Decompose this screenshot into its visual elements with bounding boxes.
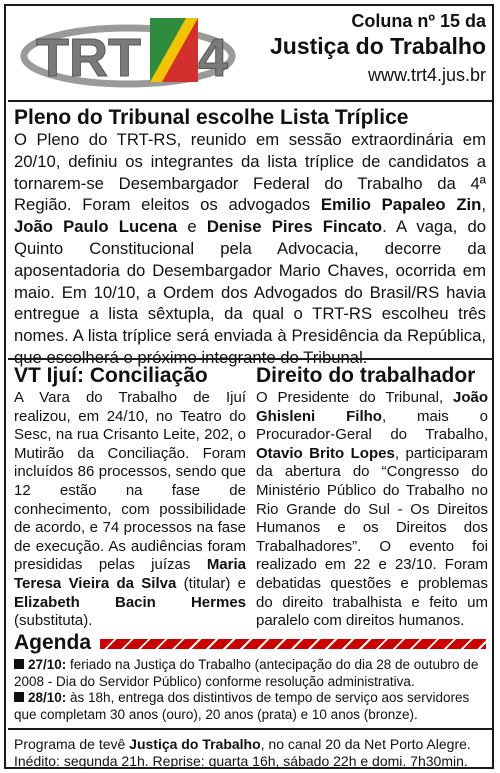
agenda-header [8, 630, 492, 656]
agenda-item: 27/10: feriado na Justiça do Trabalho (antecipação do dia 28 de outubro de 2008 - Dia do Servidor Público) conforme resolução administrativa. [14, 657, 479, 689]
right-headline: Direito do trabalhador [256, 364, 476, 387]
footer-divider [8, 728, 492, 730]
header-divider [8, 100, 492, 102]
rs-flag-icon [150, 18, 198, 82]
left-headline: VT Ijuí: Conciliação [14, 364, 208, 387]
main-headline: Pleno do Tribunal escolhe Lista Tríplice [14, 106, 409, 129]
tv-program-note: Programa de tevê Justiça do Trabalho, no canal 20 da Net Porto Alegre. Inédito: segunda 21h. Reprise: quarta 16h, sábado 22h e domi. 7h30min. [14, 736, 471, 769]
header-title: Justiça do Trabalho [270, 33, 486, 59]
column-label: Coluna nº 15 da [351, 11, 486, 31]
agenda-decorative-bar [100, 639, 486, 649]
person-name: Maria Teresa Vieira da Silva [14, 556, 246, 592]
main-article-body: O Pleno do TRT-RS, reunido em sessão extraordinária em 20/10, definiu os integrantes da lista tríplice de candidatos a tornarem-se Desembargador Federal do Trabalho da 4ª Região. Foram eleitos os advogados Emilio Papaleo Zin, João Paulo Lucena e Denise Pires Fincato. A vaga, do Quinto Constitucional pela Advocacia, decorre da aposentadoria do Desembargador Mario Chaves, ocorrida em maio. Em 10/10, a Ordem dos Advogados do Brasil/RS havia entregue a lista sêxtupla, da qual o TRT-RS escolheu três nomes. A lista tríplice será enviada à Presidência da República, [14, 130, 487, 346]
bullet-square-icon [14, 659, 24, 669]
person-name: Emilio Papaleo Zin [320, 195, 482, 215]
logo-number: 4 [198, 28, 229, 88]
header-url[interactable]: www.trt4.jus.br [367, 65, 486, 85]
agenda-title: Agenda [14, 631, 92, 654]
logo-text: TRT [36, 28, 141, 88]
right-article-body: O Presidente do Tribunal, João Ghisleni Filho, mais o Procurador-Geral do Trabalho, Otavio Brito Lopes, participaram da abertura do “Congresso do Ministério Público do Trabalho no Rio Grande do Sul - Os Direitos Humanos e os Direitos dos Trabalhadores”. O evento foi realizado em 22 e 23/10. Foram debatidas questões e problemas do direito trabalhista e feito um paralelo com direitos humanos. [256, 389, 489, 630]
person-name: Otavio Brito Lopes [256, 444, 395, 462]
person-name: João Paulo Lucena [14, 217, 178, 237]
person-name: Denise Pires Fincato [206, 217, 383, 237]
person-name: João Ghisleni Filho [256, 389, 488, 425]
agenda-item: 28/10: às 18h, entrega dos distintivos de tempo de serviço aos servidores que completam 30 anos (ouro), 20 anos (prata) e 10 anos (bronze). [14, 690, 470, 722]
section-divider [8, 358, 492, 360]
person-name: Elizabeth Bacin Hermes [14, 593, 246, 611]
trt4-logo [18, 10, 248, 90]
bullet-square-icon [14, 692, 24, 702]
left-article-body: A Vara do Trabalho de Ijuí realizou, em 24/10, no Teatro do Sesc, na rua Crisanto Leite, 202, o Mutirão da Conciliação. Foram incluídos 86 processos, sendo que 12 estão na fase de conhecimento, com possibilidade de acordo, e 74 processos na fase de execução. As audiências foram presididas pelas juízas Maria Teresa Vieira da Silva (titular) e Elizabeth Bacin Hermes (substituta). [14, 389, 246, 630]
